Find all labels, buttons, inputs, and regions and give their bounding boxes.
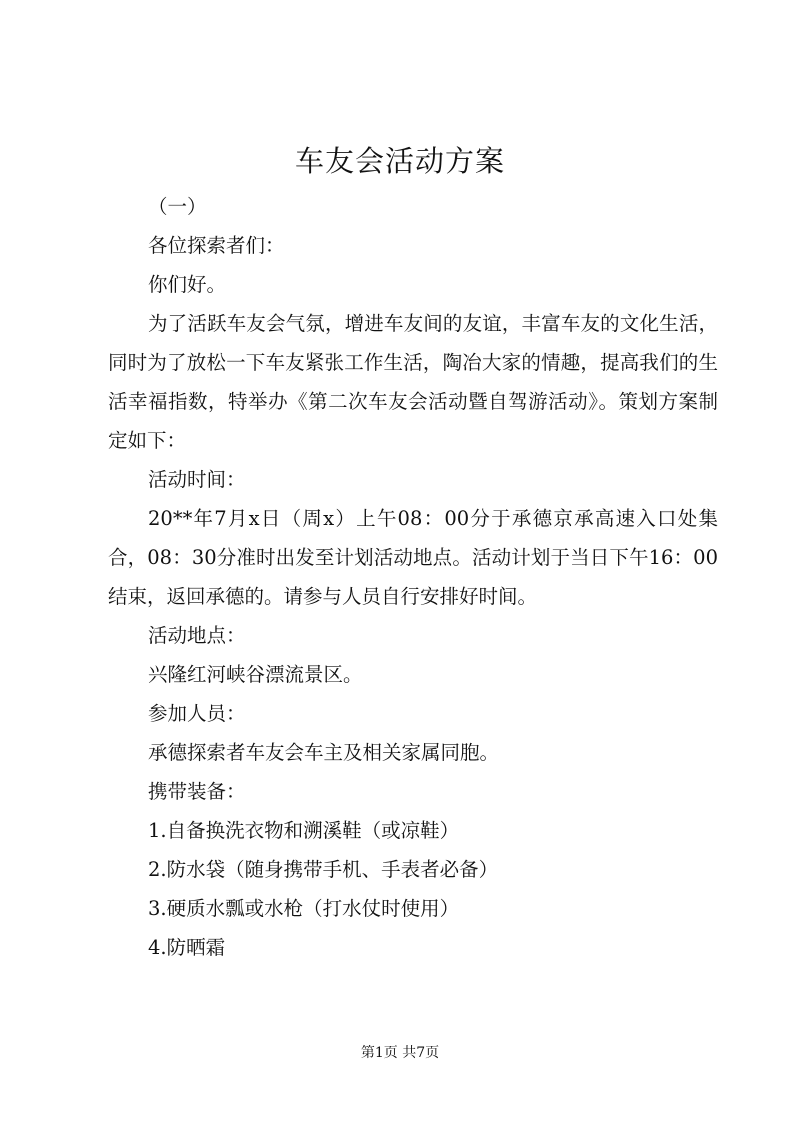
participants-heading: 参加人员： — [148, 702, 246, 725]
activity-location-heading: 活动地点： — [148, 624, 246, 647]
page-number-footer: 第1页 共7页 — [360, 1045, 440, 1061]
greeting-hello: 你们好。 — [148, 273, 227, 296]
document-body — [108, 187, 718, 967]
equipment-item: 4.防晒霜 — [148, 936, 226, 959]
equipment-heading: 携带装备： — [148, 780, 246, 803]
intro-paragraph: 为了活跃车友会气氛，增进车友间的友谊，丰富车友的文化生活，同时为了放松一下车友紧张工作生活，陶冶大家的情趣，提高我们的生活幸福指数，特举办《第二次车友会活动暨自驾游活动》。策划方案制定如下： — [108, 312, 718, 452]
document-title: 车友会活动方案 — [294, 144, 505, 178]
equipment-item: 2.防水袋（随身携带手机、手表者必备） — [148, 858, 499, 881]
activity-location-text: 兴隆红河峡谷漂流景区。 — [148, 663, 363, 686]
activity-time-paragraph: 20**年7月x日（周x）上午08：00分于承德京承高速入口处集合，08：30分准时出发至计划活动地点。活动计划于当日下午16：00结束，返回承德的。请参与人员自行安排好时间。 — [108, 507, 718, 608]
equipment-item: 3.硬质水瓢或水枪（打水仗时使用） — [148, 897, 460, 920]
equipment-item: 1.自备换洗衣物和溯溪鞋（或凉鞋） — [148, 819, 460, 842]
greeting: 各位探索者们： — [148, 234, 285, 257]
activity-time-heading: 活动时间： — [148, 468, 246, 491]
section-number: （一） — [148, 195, 207, 218]
participants-text: 承德探索者车友会车主及相关家属同胞。 — [148, 741, 500, 764]
